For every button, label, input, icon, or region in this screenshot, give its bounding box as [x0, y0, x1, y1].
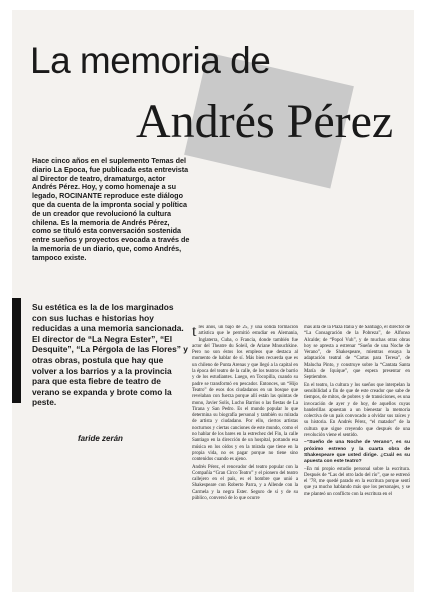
pull-quote: Su estética es la de los marginados con sus luchas e historias hoy reducidas a una memoria sancionada. El director de “La Negra Ester”, “El Desquite”, “La Pérgola de las Flores” y otras obras, postula que hay que volver a los barrios y a la provincia para que esta fiebre de teatro de verano se expanda y brote como la peste.	[32, 302, 188, 408]
title-line-1: La memoria de	[30, 40, 271, 81]
title-line-2: Andrés Pérez	[136, 95, 394, 148]
column-2-paragraph-2: Andrés Pérez, el renovador del teatro popular con la Compañía “Gran Circo Teatro” y el pionero del teatro callejero en el país, es el hombre que unió a Shakespeare con Roberto Parra, y a Allende con la Carmela y la negra Ester. Seguro de sí y de su público, conversó de lo que ocurre	[192, 464, 298, 502]
drop-cap: t	[192, 325, 197, 340]
black-margin-bar	[12, 298, 21, 403]
column-3-paragraph-1: más allá de la Plaza Italia y de Santiago, el director de “La Consagración de la Pobreza”, de Alfonso Alcalde; de “Popol Vuh”, y de muchas otras obras hoy se apresta a estrenar “Sueño de una Noche de Verano”, de Shakespeare, mientras ensaya la adaptación teatral de “Cartas para Teresa”, de Malucha Pinto, y construye sobre la “Cantata Santa María de Iquique”, que espera presentar en Septiembre.	[304, 325, 410, 381]
magazine-page	[12, 10, 414, 592]
lead-paragraph: Hace cinco años en el suplemento Temas del diario La Epoca, fue publicada esta entrevista al Director de teatro, dramaturgo, actor Andrés Pérez. Hoy, y como homenaje a su legado, ROCINANTE reproduce este diálogo que da cuenta de la impronta social y política de un creador que revolucionó la cultura chilena. Es la memoria de Andrés Pérez, como se tituló esta conversación sostenida entre sueños y proyectos evocada a través de la memoria de un diario, que, como Andrés, tampoco existe.	[32, 156, 190, 262]
column-2-paragraph-1: res años, un bajo de 25, y una sólida formación artística que le permitió estudiar en Alemania, Inglaterra, Cuba, o Francia, donde también fue actor del Theatre du Soleil, de Ariane Mnouchkine. Pero no son éstos los empleos que destaca al momento de hablar de sí. Más bien recuerda que es un chileno de Punta Arenas y que llegó a la capital en la época del teatro de la calle, de los teatros de barrio y de los estudiantes. Luego, en Tocopilla, cuando su padre se transformó en pescador. Entonces, un “Hijo Teatro” de esos dos ciudadanos en un bosque que revelaban con fuerza porque allí están las quintas de mono, Javier Solís, Lucho Barrios o las fiestas de La Tirana y San Pedro. Es el mundo popular lo que determina su biografía personal y también su mirada de artista y ciudadano. Por ello, ciertos artistas nocturnos y ciertas canciones de este mundo, como el no hablar de los bares en la estrechez del Fin, la calle Santiago en la dirección de un hospital, portando esa música en los oídos y en la mirada que tiene en la propia vida, no es pagar porque no tiene sino contenidos cuando es ajeno.	[192, 325, 298, 463]
body-column-2	[192, 325, 298, 587]
author-byline: faride zerán	[78, 434, 123, 443]
column-3-paragraph-2: En el teatro, la cultura y los sueños que interpelan la sensibilidad a fin de que de este creador que sabe de tiempos, de mitos, de pobres y de transiciones, es una invocación de ayer y de hoy, de aquellos cuyas banderillas apuestan a un bienestar la memoria colectiva de un país convocado a olvidar sus raíces y su historia. En Andrés Pérez, “el matador” de la cultura que sigue creyendo que después de una revolución viene el sentido.	[304, 382, 410, 439]
body-column-3	[304, 325, 410, 587]
column-3-paragraph-3: –En mi propio estudio personal sobre la escritura. Después de “Las del otro lado del río”, que se estrenó el ’78, me quedé parado en la escritura porque sentí que ya mucho hablando más que los personajes, y se me planteó un conflicto con la escritura en el	[304, 466, 410, 497]
interview-question: –“Sueño de una Noche de Verano”, es su próximo estreno y la cuarta obra de Shakespeare que usted dirige. ¿Cuál es su apuesta con este teatro?	[304, 440, 410, 465]
